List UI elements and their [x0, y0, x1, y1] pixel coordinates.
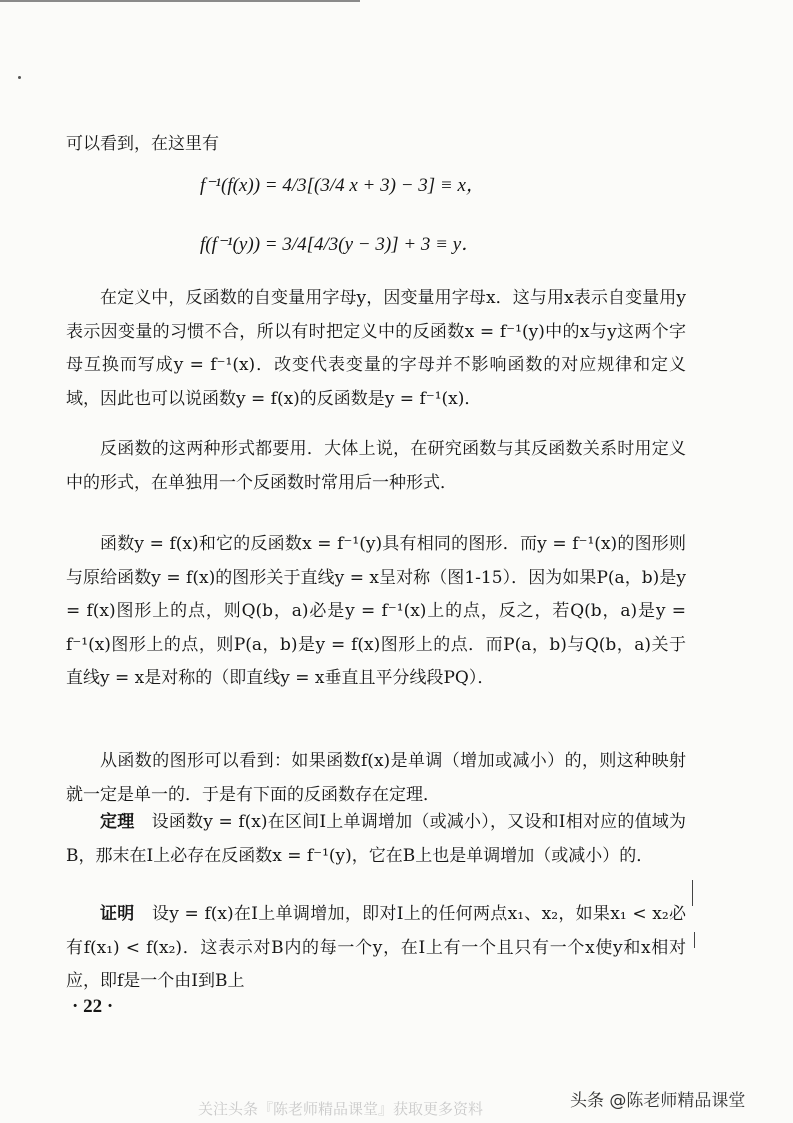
top-border-line: [0, 0, 360, 2]
paragraph-two-forms: 反函数的这两种形式都要用．大体上说，在研究函数与其反函数关系时用定义中的形式，在单独用一个反函数时常用后一种形式．: [66, 439, 686, 493]
proof-paragraph: [66, 898, 686, 999]
theorem-text: 设函数y = f(x)在区间I上单调增加（或减小），又设和I相对应的值域为B，那末在I上必存在反函数x = f⁻¹(y)，它在B上也是单调增加（或减小）的．: [66, 812, 687, 866]
formula-inverse-composition: f⁻¹(f(x)) = 4/3[(3/4 x + 3) − 3] ≡ x，: [200, 175, 485, 196]
intro-line: 可以看到，在这里有: [66, 134, 219, 154]
source-mark: 头条 @陈老师精品课堂: [570, 1091, 746, 1111]
page-number: · 22 ·: [72, 996, 114, 1017]
formula-composition-inverse: f(f⁻¹(y)) = 3/4[4/3(y − 3)] + 3 ≡ y．: [200, 234, 481, 255]
scan-speck: [18, 76, 21, 79]
proof-text: 设y = f(x)在I上单调增加，即对I上的任何两点x₁、x₂，如果x₁ < x₂必有f(x₁) < f(x₂)．这表示对B内的每一个y，在I上有一个且只有一个x使y和x相对应，即f是一个由I到B上: [66, 904, 687, 991]
paragraph-symmetry: 函数y = f(x)和它的反函数x = f⁻¹(y)具有相同的图形．而y = f⁻¹(x)的图形则与原给函数y = f(x)的图形关于直线y = x呈对称（图1-15）．因为如果P(a，b)是y = f(x)图形上的点，则Q(b，a)必是y = f⁻¹(x)上的点，反之，若Q(b，a)是y = f⁻¹(x)图形上的点，则P(a，b)是y = f(x)图形上的点．而P(a，b)与Q(b，a)关于直线y = x是对称的（即直线y = x垂直且平分线段PQ）．: [66, 534, 686, 688]
margin-mark: [692, 880, 693, 906]
paragraph-monotonic: 从函数的图形可以看到：如果函数f(x)是单调（增加或减小）的，则这种映射就一定是单一的．于是有下面的反函数存在定理．: [66, 751, 686, 805]
paragraph-variable-swap: 在定义中，反函数的自变量用字母y，因变量用字母x．这与用x表示自变量用y表示因变量的习惯不合，所以有时把定义中的反函数x = f⁻¹(y)中的x与y这两个字母互换而写成y = f⁻¹(x)．改变代表变量的字母并不影响函数的对应规律和定义域，因此也可以说函数y = f(x)的反函数是y = f⁻¹(x)．: [66, 288, 686, 409]
theorem-label: 定理: [100, 812, 135, 832]
watermark-text: 关注头条『陈老师精品课堂』获取更多资料: [198, 1100, 484, 1118]
theorem-paragraph: [66, 806, 686, 873]
margin-mark: [694, 932, 695, 948]
proof-label: 证明: [100, 904, 135, 924]
